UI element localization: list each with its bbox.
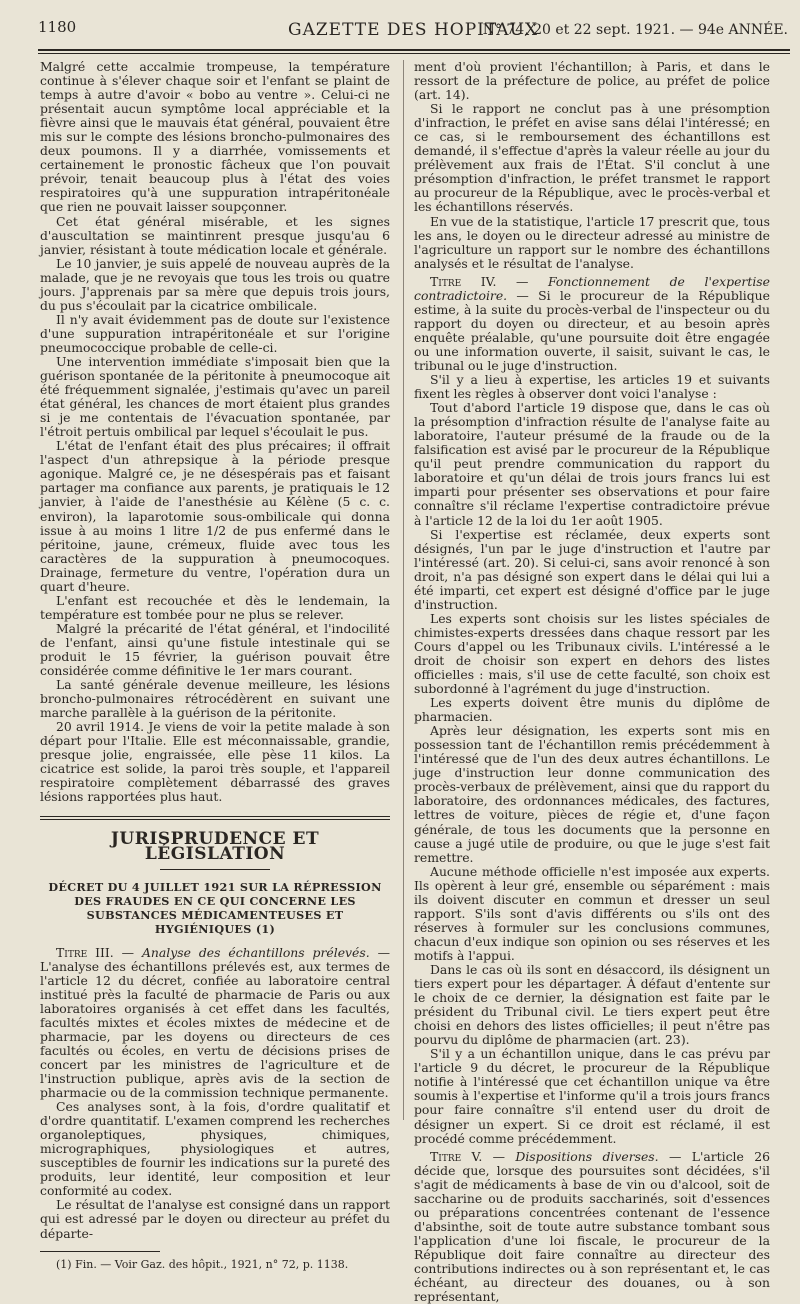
titre-heading: Dispositions diverses.: [515, 1148, 659, 1164]
titre-paragraph: Titre IV. — Fonctionnement de l'expertise contradictoire. — Si le procureur de la République estime, à la suite du procès-verbal de l'inspecteur ou du rapport du doyen ou directeur, et au besoin après enquête préalable, qu'une poursuite doit être engagée ou une information ouverte, il saisit, suivant le cas, le tribunal ou le juge d'instruction.: [414, 273, 770, 373]
footnote-rule: [40, 1251, 160, 1252]
titre-label: Titre IV.: [430, 273, 497, 289]
right-paragraph: Tout d'abord l'article 19 dispose que, dans le cas où la présomption d'infraction résulte de l'analyse faite au laboratoire, l'auteur présumé de la fraude ou de la falsification est avisé par le procureur de la République qu'il peut prendre communication du rapport du laboratoire et qu'un délai de trois jours francs lui est imparti pour présenter ses observations et pour faire connaître s'il réclame l'expertise contradictoire prévue à l'article 12 de la loi du 1er août 1905.: [414, 400, 770, 528]
right-paragraph: ment d'où provient l'échantillon; à Paris, et dans le ressort de la préfecture de police, au préfet de police (art. 14).: [414, 59, 770, 103]
right-paragraph: En vue de la statistique, l'article 17 prescrit que, tous les ans, le doyen ou le directeur adressé au ministre de l'agriculture un rapport sur le nombre des échantillons analysés et le résultat de l'analyse.: [414, 213, 770, 271]
left-paragraph: Le 10 janvier, je suis appelé de nouveau auprès de la malade, que je ne revoyais que tous les trois ou quatre jours. J'apprenais par sa mère que depuis trois jours, du pus s'écoulait par la cicatrice ombilicale.: [40, 255, 390, 313]
decree-title: DÉCRET DU 4 JUILLET 1921 SUR LA RÉPRESSION DES FRAUDES EN CE QUI CONCERNE LES SUBSTANCES MÉDICAMENTEUSES ET HYGIÉNIQUES (1): [48, 879, 382, 936]
titre-label: Titre V.: [430, 1148, 483, 1164]
issue-info: N° 74, 20 et 22 sept. 1921. — 94e ANNÉE.: [482, 22, 788, 38]
left-column: [40, 60, 390, 1271]
right-paragraph: Les experts doivent être munis du diplôme de pharmacien.: [414, 695, 770, 725]
titre-paragraph: Titre V. — Dispositions diverses. — L'article 26 décide que, lorsque des poursuites sont décidées, s'il s'agit de médicaments à base de vin ou d'alcool, soit de saccharine ou de produits saccharinés, soit d'essences ou préparations concentrées contenant de l'essence d'absinthe, soit de toute autre substance tombant sous l'application d'une loi fiscale, le procureur de la République doit faire connaître au directeur des contributions indirectes ou à son représentant et, le cas échéant, au directeur des douanes, ou à son représentant,: [414, 1148, 770, 1304]
titre-text: L'article 26 décide que, lorsque des poursuites sont décidées, s'il s'agit de médicaments à base de vin ou d'alcool, soit de saccharine ou de produits saccharinés, soit d'essences ou préparations concentrées contenant de l'essence d'absinthe, soit de toute autre substance tombant sous l'application d'une loi fiscale, le procureur de la République doit faire connaître au directeur des contributions indirectes ou à son représentant et, le cas échéant, au directeur des douanes, ou à son représentant,: [414, 1148, 770, 1304]
right-paragraph: S'il y a un échantillon unique, dans le cas prévu par l'article 9 du décret, le procureur de la République notifie à l'intéressé que cet échantillon unique va être soumis à l'expertise et l'informe qu'il a trois jours francs pour faire connaître s'il entend user du droit de désigner un expert. Si ce droit est réclamé, il est procédé comme précédemment.: [414, 1046, 770, 1146]
page-header: [38, 14, 790, 54]
header-rule: [38, 49, 790, 51]
titre-label: Titre III.: [56, 944, 114, 960]
header-rule-thin: [38, 53, 790, 54]
left-paragraph: L'enfant est recouchée et dès le lendemain, la température est tombée pour ne plus se relever.: [40, 592, 390, 622]
section-separator: [40, 816, 390, 820]
left-paragraph: Le résultat de l'analyse est consigné dans un rapport qui est adressé par le doyen ou directeur au préfet du départe-: [40, 1197, 390, 1241]
left-paragraph: Malgré cette accalmie trompeuse, la température continue à s'élever chaque soir et l'enfant se plaint de temps à autre d'avoir « bobo au ventre ». Celui-ci ne présentait aucun symptôme local appréciable et la fièvre ainsi que le mauvais état général, pouvaient être mis sur le compte des lésions broncho-pulmonaires des deux poumons. Il y a diarrhée, vomissements et certainement le pronostic fâcheux que l'on pouvait prévoir, tenait beaucoup plus à l'état des voies respiratoires qu'à une suppuration intrapéritonéale que rien ne pouvait laisser soupçonner.: [40, 59, 390, 215]
titre-text: Si le procureur de la République estime, à la suite du procès-verbal de l'inspecteur ou du rapport du doyen ou directeur, et au besoin après enquête préalable, qu'une poursuite doit être engagée ou une information ouverte, il saisit, suivant le cas, le tribunal ou le juge d'instruction.: [414, 287, 770, 373]
right-paragraph: Aucune méthode officielle n'est imposée aux experts. Ils opèrent à leur gré, ensemble ou séparément : mais ils doivent discuter en commun et dresser un seul rapport. S'ils sont d'avis différents ou s'ils ont des réserves à formuler sur les conclusions communes, chacun d'eux indique son opinion ou ses réserves et les motifs à l'appui.: [414, 863, 770, 963]
footnote: (1) Fin. — Voir Gaz. des hôpit., 1921, n° 72, p. 1138.: [56, 1257, 349, 1271]
left-paragraph: 20 avril 1914. Je viens de voir la petite malade à son départ pour l'Italie. Elle est méconnaissable, grandie, presque jolie, engraissée, elle pèse 11 kilos. La cicatrice est solide, la paroi très souple, et l'appareil respiratoire complètement débarrassé des graves lésions rapportées plus haut.: [40, 719, 390, 805]
left-paragraph: Cet état général misérable, et les signes d'auscultation se maintinrent presque jusqu'au 6 janvier, résistant à toute médication locale et générale.: [40, 213, 390, 257]
left-paragraph: Il n'y avait évidemment pas de doute sur l'existence d'une suppuration intrapéritonéale et sur l'origine pneumococcique probable de celle-ci.: [40, 311, 390, 355]
titre-heading: Analyse des échantillons prélevés.: [141, 944, 370, 960]
titre-paragraph: Titre III. — Analyse des échantillons prélevés. — L'analyse des échantillons prélevés est, aux termes de l'article 12 du décret, confiée au laboratoire central institué près la faculté de pharmacie de Paris ou aux laboratoires organisés à cet effet dans les facultés, facultés mixtes et écoles mixtes de médecine et de pharmacie, par les doyens ou directeurs de ces facultés ou écoles, en vertu de décisions prises de concert par les ministres de l'agriculture et de l'instruction publique, après avis de la section de pharmacie ou de la commission technique permanente.: [40, 944, 390, 1101]
titre-heading: Fonctionnement de l'expertise contradictoire.: [414, 273, 770, 303]
right-paragraph: Si l'expertise est réclamée, deux experts sont désignés, l'un par le juge d'instruction et l'autre par l'intéressé (art. 20). Si celui-ci, sans avoir renoncé à son droit, n'a pas désigné son expert dans le délai qui lui a été imparti, cet expert est désigné d'office par le juge d'instruction.: [414, 526, 770, 612]
titre-text: L'analyse des échantillons prélevés est, aux termes de l'article 12 du décret, confiée au laboratoire central institué près la faculté de pharmacie de Paris ou aux laboratoires organisés à cet effet dans les facultés, facultés mixtes et écoles mixtes de médecine et de pharmacie, par les doyens ou directeurs de ces facultés ou écoles, en vertu de décisions prises de concert par les ministres de l'agriculture et de l'instruction publique, après avis de la section de pharmacie ou de la commission technique permanente.: [40, 958, 390, 1101]
right-paragraph: Les experts sont choisis sur les listes spéciales de chimistes-experts dressées dans chaque ressort par les Cours d'appel ou les Tribunaux civils. L'intéressé a le droit de choisir son expert en dehors des listes officielles : mais, s'il use de cette faculté, son choix est subordonné à l'agrément du juge d'instruction.: [414, 610, 770, 697]
left-paragraph: Malgré la précarité de l'état général, et l'indocilité de l'enfant, ainsi qu'une fistule intestinale qui se produit le 15 février, la guérison pouvait être considérée comme définitive le 1er mars courant.: [40, 620, 390, 679]
right-column: [414, 60, 770, 1304]
section-underline: [160, 869, 270, 870]
journal-title: GAZETTE DES HOPITAUX: [288, 20, 539, 40]
right-paragraph: Dans le cas où ils sont en désaccord, ils désignent un tiers expert pour les départager. À défaut d'entente sur le choix de ce dernier, la désignation est faite par le président du Tribunal civil. Le tiers expert peut être choisi en dehors des listes officielles; il peut n'être pas pourvu du diplôme de pharmacien (art. 23).: [414, 962, 770, 1048]
page-number: 1180: [38, 18, 77, 36]
section-title: JURISPRUDENCE ET LÉGISLATION: [110, 829, 320, 864]
right-paragraph: Après leur désignation, les experts sont mis en possession tant de l'échantillon remis précédemment à l'intéressé que de l'un des deux autres échantillons. Le juge d'instruction leur donne communication des procès-verbaux de prélèvement, ainsi que du rapport du laboratoire, des ordonnances médicales, des factures, lettres de voiture, pièces de régie et, d'une façon générale, de tous les documents que la personne en cause a jugé utile de produire, ou que le juge s'est fait remettre.: [414, 723, 770, 865]
right-paragraph: S'il y a lieu à expertise, les articles 19 et suivants fixent les règles à observer dont voici l'analyse :: [414, 372, 770, 402]
left-paragraph: Une intervention immédiate s'imposait bien que la guérison spontanée de la péritonite à pneumocoque ait été fréquemment signalée, j'estimais qu'avec un pareil état général, les chances de mort étaient plus grandes si je me contentais de l'évacuation spontanée, par l'étroit pertuis ombilical par lequel s'écoulait le pus.: [40, 353, 390, 440]
right-paragraph: Si le rapport ne conclut pas à une présomption d'infraction, le préfet en avise sans délai l'intéressé; en ce cas, si le remboursement des échantillons est demandé, il s'effectue d'après la valeur réelle au jour du prélèvement aux frais de l'État. S'il conclut à une présomption d'infraction, le préfet transmet le rapport au procureur de la République, avec le procès-verbal et les échantillons réservés.: [414, 101, 770, 215]
column-divider: [403, 60, 404, 1120]
left-paragraph: L'état de l'enfant était des plus précaires; il offrait l'aspect d'un athrepsique à la période presque agonique. Malgré ce, je ne désespérais pas et faisant partager ma confiance aux parents, je pratiquais le 12 janvier, à l'aide de l'anesthésie au Kélène (5 c. c. environ), la laparotomie sous-ombilicale qui donna issue à au moins 1 litre 1/2 de pus enfermé dans le péritoine, jaune, crémeux, fluide avec tous les caractères de la suppuration à pneumocoques. Drainage, fermeture du ventre, l'opération dura un quart d'heure.: [40, 438, 390, 594]
left-paragraph: Ces analyses sont, à la fois, d'ordre qualitatif et d'ordre quantitatif. L'examen comprend les recherches organoleptiques, physiques, chimiques, micrographiques, physiologiques et autres, susceptibles de fournir les indications sur la pureté des produits, leur identité, leur composition et leur conformité au codex.: [40, 1099, 390, 1199]
left-paragraph: La santé générale devenue meilleure, les lésions broncho-pulmonaires rétrocédèrent en suivant une marche parallèle à la guérison de la péritonite.: [40, 677, 390, 721]
